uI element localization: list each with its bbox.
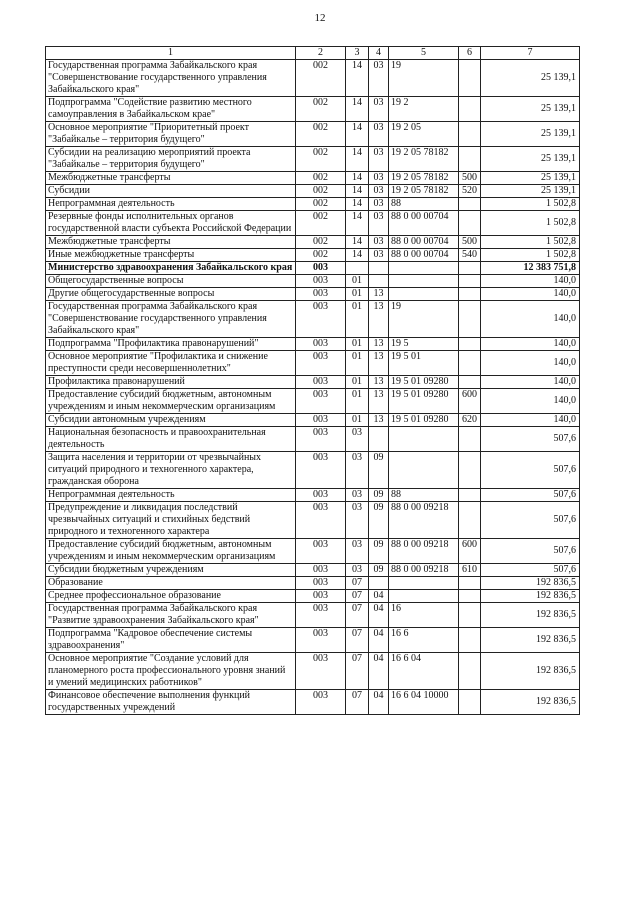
target-article-cell: 88 0 00 00704: [389, 211, 459, 236]
admin-code-cell: 003: [296, 376, 346, 389]
item-name-cell: Предоставление субсидий бюджетным, автономным учреждениям и иным некоммерческим организациям: [46, 389, 296, 414]
item-name-cell: Профилактика правонарушений: [46, 376, 296, 389]
admin-code-cell: 003: [296, 452, 346, 489]
table-row: [46, 590, 580, 603]
expense-type-cell: 540: [459, 249, 481, 262]
item-name-cell: Субсидии бюджетным учреждениям: [46, 564, 296, 577]
subsection-cell: 13: [369, 301, 389, 338]
section-cell: 14: [346, 172, 369, 185]
table-row: [46, 628, 580, 653]
table-row: [46, 249, 580, 262]
target-article-cell: 19 2 05 78182: [389, 172, 459, 185]
amount-cell: 507,6: [481, 427, 580, 452]
section-cell: 14: [346, 147, 369, 172]
target-article-cell: 88 0 00 00704: [389, 236, 459, 249]
target-article-cell: 16 6: [389, 628, 459, 653]
item-name-cell: Государственная программа Забайкальского края "Совершенствование государственного управления Забайкальского края": [46, 60, 296, 97]
amount-cell: 140,0: [481, 338, 580, 351]
amount-cell: 1 502,8: [481, 211, 580, 236]
amount-cell: 25 139,1: [481, 172, 580, 185]
subsection-cell: 03: [369, 60, 389, 97]
table-row: [46, 351, 580, 376]
subsection-cell: 03: [369, 198, 389, 211]
section-cell: 14: [346, 97, 369, 122]
item-name-cell: Межбюджетные трансферты: [46, 236, 296, 249]
item-name-cell: Субсидии на реализацию мероприятий проекта "Забайкалье – территория будущего": [46, 147, 296, 172]
amount-cell: 140,0: [481, 376, 580, 389]
amount-cell: 140,0: [481, 351, 580, 376]
target-article-cell: [389, 288, 459, 301]
expense-type-cell: 520: [459, 185, 481, 198]
amount-cell: 25 139,1: [481, 185, 580, 198]
subsection-cell: 03: [369, 122, 389, 147]
header-cell: 7: [481, 47, 580, 60]
expense-type-cell: [459, 288, 481, 301]
item-name-cell: Предупреждение и ликвидация последствий чрезвычайных ситуаций и стихийных бедствий природного и техногенного характера: [46, 502, 296, 539]
section-cell: 01: [346, 301, 369, 338]
admin-code-cell: 003: [296, 628, 346, 653]
expense-type-cell: [459, 262, 481, 275]
expense-type-cell: [459, 211, 481, 236]
item-name-cell: Образование: [46, 577, 296, 590]
table-row: [46, 262, 580, 275]
target-article-cell: 19 2 05 78182: [389, 185, 459, 198]
admin-code-cell: 003: [296, 351, 346, 376]
table-row: [46, 539, 580, 564]
header-row: [46, 47, 580, 60]
subsection-cell: 03: [369, 236, 389, 249]
table-row: [46, 414, 580, 427]
expense-type-cell: 500: [459, 236, 481, 249]
table-row: [46, 211, 580, 236]
section-cell: 14: [346, 185, 369, 198]
target-article-cell: 19 2: [389, 97, 459, 122]
admin-code-cell: 003: [296, 690, 346, 715]
subsection-cell: 09: [369, 489, 389, 502]
header-cell: 6: [459, 47, 481, 60]
section-cell: 03: [346, 427, 369, 452]
header-cell: 4: [369, 47, 389, 60]
subsection-cell: 13: [369, 389, 389, 414]
target-article-cell: 19: [389, 301, 459, 338]
admin-code-cell: 003: [296, 603, 346, 628]
target-article-cell: [389, 452, 459, 489]
item-name-cell: Государственная программа Забайкальского края "Совершенствование государственного управления Забайкальского края": [46, 301, 296, 338]
section-cell: 14: [346, 60, 369, 97]
section-cell: [346, 262, 369, 275]
admin-code-cell: 002: [296, 249, 346, 262]
page-number: 12: [314, 12, 326, 24]
table-row: [46, 275, 580, 288]
amount-cell: 140,0: [481, 301, 580, 338]
expense-type-cell: [459, 590, 481, 603]
table-row: [46, 564, 580, 577]
target-article-cell: 19 5 01: [389, 351, 459, 376]
section-cell: 14: [346, 211, 369, 236]
expense-type-cell: [459, 198, 481, 211]
amount-cell: 192 836,5: [481, 577, 580, 590]
section-cell: 01: [346, 338, 369, 351]
table-row: [46, 288, 580, 301]
subsection-cell: 13: [369, 376, 389, 389]
admin-code-cell: 002: [296, 147, 346, 172]
expense-type-cell: [459, 301, 481, 338]
amount-cell: 192 836,5: [481, 603, 580, 628]
section-cell: 03: [346, 564, 369, 577]
subsection-cell: 04: [369, 590, 389, 603]
amount-cell: 192 836,5: [481, 628, 580, 653]
item-name-cell: Основное мероприятие "Создание условий для планомерного роста профессионального уровня знаний и умений медицинских работников": [46, 653, 296, 690]
expense-type-cell: [459, 577, 481, 590]
admin-code-cell: 003: [296, 577, 346, 590]
target-article-cell: 88 0 00 09218: [389, 564, 459, 577]
item-name-cell: Основное мероприятие "Профилактика и снижение преступности среди несовершеннолетних": [46, 351, 296, 376]
subsection-cell: 13: [369, 338, 389, 351]
admin-code-cell: 003: [296, 389, 346, 414]
expense-type-cell: 620: [459, 414, 481, 427]
target-article-cell: [389, 590, 459, 603]
admin-code-cell: 003: [296, 338, 346, 351]
amount-cell: 140,0: [481, 414, 580, 427]
item-name-cell: Подпрограмма "Кадровое обеспечение системы здравоохранения": [46, 628, 296, 653]
expense-type-cell: [459, 603, 481, 628]
target-article-cell: [389, 427, 459, 452]
expense-type-cell: [459, 351, 481, 376]
admin-code-cell: 003: [296, 275, 346, 288]
section-cell: 01: [346, 376, 369, 389]
subsection-cell: 09: [369, 452, 389, 489]
item-name-cell: Национальная безопасность и правоохранительная деятельность: [46, 427, 296, 452]
item-name-cell: Государственная программа Забайкальского края "Развитие здравоохранения Забайкальского края": [46, 603, 296, 628]
budget-table: [45, 46, 580, 715]
expense-type-cell: [459, 147, 481, 172]
admin-code-cell: 003: [296, 653, 346, 690]
section-cell: 07: [346, 590, 369, 603]
expense-type-cell: [459, 427, 481, 452]
amount-cell: 192 836,5: [481, 690, 580, 715]
table-row: [46, 236, 580, 249]
section-cell: 03: [346, 502, 369, 539]
table-row: [46, 198, 580, 211]
section-cell: 14: [346, 236, 369, 249]
section-cell: 01: [346, 389, 369, 414]
expense-type-cell: 500: [459, 172, 481, 185]
subsection-cell: 13: [369, 351, 389, 376]
subsection-cell: 03: [369, 97, 389, 122]
target-article-cell: 88 0 00 09218: [389, 502, 459, 539]
table-row: [46, 489, 580, 502]
admin-code-cell: 002: [296, 211, 346, 236]
expense-type-cell: [459, 376, 481, 389]
expense-type-cell: [459, 338, 481, 351]
item-name-cell: Другие общегосударственные вопросы: [46, 288, 296, 301]
subsection-cell: [369, 427, 389, 452]
subsection-cell: [369, 577, 389, 590]
section-cell: 01: [346, 351, 369, 376]
subsection-cell: 13: [369, 288, 389, 301]
table-row: [46, 502, 580, 539]
target-article-cell: 19 5 01 09280: [389, 414, 459, 427]
admin-code-cell: 002: [296, 198, 346, 211]
amount-cell: 25 139,1: [481, 122, 580, 147]
section-cell: 14: [346, 249, 369, 262]
table-row: [46, 653, 580, 690]
target-article-cell: 88 0 00 09218: [389, 539, 459, 564]
section-cell: 07: [346, 628, 369, 653]
section-cell: 01: [346, 414, 369, 427]
table-row: [46, 97, 580, 122]
target-article-cell: 19 5: [389, 338, 459, 351]
expense-type-cell: [459, 628, 481, 653]
table-row: [46, 147, 580, 172]
target-article-cell: 16: [389, 603, 459, 628]
amount-cell: 507,6: [481, 539, 580, 564]
admin-code-cell: 003: [296, 414, 346, 427]
amount-cell: 507,6: [481, 452, 580, 489]
table-row: [46, 389, 580, 414]
amount-cell: 1 502,8: [481, 236, 580, 249]
section-cell: 07: [346, 577, 369, 590]
target-article-cell: 16 6 04: [389, 653, 459, 690]
item-name-cell: Межбюджетные трансферты: [46, 172, 296, 185]
item-name-cell: Финансовое обеспечение выполнения функций государственных учреждений: [46, 690, 296, 715]
item-name-cell: Среднее профессиональное образование: [46, 590, 296, 603]
section-cell: 03: [346, 452, 369, 489]
item-name-cell: Иные межбюджетные трансферты: [46, 249, 296, 262]
expense-type-cell: 600: [459, 539, 481, 564]
item-name-cell: Субсидии автономным учреждениям: [46, 414, 296, 427]
target-article-cell: 88 0 00 00704: [389, 249, 459, 262]
amount-cell: 140,0: [481, 275, 580, 288]
admin-code-cell: 003: [296, 262, 346, 275]
header-cell: 5: [389, 47, 459, 60]
header-cell: 2: [296, 47, 346, 60]
section-cell: 03: [346, 539, 369, 564]
table-row: [46, 577, 580, 590]
amount-cell: 192 836,5: [481, 590, 580, 603]
table-row: [46, 603, 580, 628]
subsection-cell: 09: [369, 502, 389, 539]
table-row: [46, 185, 580, 198]
admin-code-cell: 002: [296, 97, 346, 122]
expense-type-cell: [459, 653, 481, 690]
expense-type-cell: [459, 60, 481, 97]
subsection-cell: 03: [369, 249, 389, 262]
table-row: [46, 338, 580, 351]
section-cell: 07: [346, 690, 369, 715]
section-cell: 01: [346, 288, 369, 301]
target-article-cell: 88: [389, 489, 459, 502]
expense-type-cell: [459, 97, 481, 122]
target-article-cell: 19 5 01 09280: [389, 389, 459, 414]
expense-type-cell: 600: [459, 389, 481, 414]
section-cell: 07: [346, 603, 369, 628]
admin-code-cell: 003: [296, 502, 346, 539]
section-cell: 14: [346, 122, 369, 147]
target-article-cell: 88: [389, 198, 459, 211]
subsection-cell: 04: [369, 628, 389, 653]
amount-cell: 25 139,1: [481, 97, 580, 122]
section-cell: 14: [346, 198, 369, 211]
item-name-cell: Субсидии: [46, 185, 296, 198]
section-cell: 01: [346, 275, 369, 288]
amount-cell: 12 383 751,8: [481, 262, 580, 275]
admin-code-cell: 003: [296, 489, 346, 502]
item-name-cell: Непрограммная деятельность: [46, 198, 296, 211]
subsection-cell: [369, 275, 389, 288]
item-name-cell: Непрограммная деятельность: [46, 489, 296, 502]
expense-type-cell: [459, 502, 481, 539]
admin-code-cell: 003: [296, 288, 346, 301]
table-row: [46, 301, 580, 338]
item-name-cell: Защита населения и территории от чрезвычайных ситуаций природного и техногенного характера, гражданская оборона: [46, 452, 296, 489]
subsection-cell: 03: [369, 211, 389, 236]
item-name-cell: Резервные фонды исполнительных органов государственной власти субъекта Российской Федерации: [46, 211, 296, 236]
subsection-cell: 09: [369, 539, 389, 564]
subsection-cell: 04: [369, 690, 389, 715]
admin-code-cell: 003: [296, 301, 346, 338]
amount-cell: 192 836,5: [481, 653, 580, 690]
subsection-cell: 04: [369, 603, 389, 628]
admin-code-cell: 002: [296, 185, 346, 198]
subsection-cell: 09: [369, 564, 389, 577]
admin-code-cell: 002: [296, 236, 346, 249]
table-row: [46, 452, 580, 489]
amount-cell: 507,6: [481, 564, 580, 577]
admin-code-cell: 003: [296, 427, 346, 452]
table-row: [46, 172, 580, 185]
amount-cell: 507,6: [481, 502, 580, 539]
amount-cell: 507,6: [481, 489, 580, 502]
amount-cell: 25 139,1: [481, 147, 580, 172]
expense-type-cell: 610: [459, 564, 481, 577]
section-cell: 03: [346, 489, 369, 502]
subsection-cell: 03: [369, 185, 389, 198]
target-article-cell: 19 2 05: [389, 122, 459, 147]
table-row: [46, 122, 580, 147]
admin-code-cell: 002: [296, 172, 346, 185]
amount-cell: 1 502,8: [481, 198, 580, 211]
subsection-cell: 03: [369, 147, 389, 172]
target-article-cell: 19 2 05 78182: [389, 147, 459, 172]
expense-type-cell: [459, 452, 481, 489]
item-name-cell: Подпрограмма "Содействие развитию местного самоуправления в Забайкальском крае": [46, 97, 296, 122]
table-row: [46, 60, 580, 97]
target-article-cell: [389, 275, 459, 288]
item-name-cell: Основное мероприятие "Приоритетный проект "Забайкалье – территория будущего": [46, 122, 296, 147]
expense-type-cell: [459, 275, 481, 288]
expense-type-cell: [459, 690, 481, 715]
target-article-cell: [389, 262, 459, 275]
section-cell: 07: [346, 653, 369, 690]
item-name-cell: Общегосударственные вопросы: [46, 275, 296, 288]
target-article-cell: 19 5 01 09280: [389, 376, 459, 389]
target-article-cell: 16 6 04 10000: [389, 690, 459, 715]
amount-cell: 1 502,8: [481, 249, 580, 262]
admin-code-cell: 003: [296, 564, 346, 577]
table-row: [46, 690, 580, 715]
expense-type-cell: [459, 489, 481, 502]
subsection-cell: 03: [369, 172, 389, 185]
admin-code-cell: 002: [296, 60, 346, 97]
item-name-cell: Предоставление субсидий бюджетным, автономным учреждениям и иным некоммерческим организациям: [46, 539, 296, 564]
subsection-cell: 13: [369, 414, 389, 427]
admin-code-cell: 002: [296, 122, 346, 147]
target-article-cell: [389, 577, 459, 590]
amount-cell: 140,0: [481, 288, 580, 301]
admin-code-cell: 003: [296, 539, 346, 564]
header-cell: 3: [346, 47, 369, 60]
expense-type-cell: [459, 122, 481, 147]
target-article-cell: 19: [389, 60, 459, 97]
item-name-cell: Подпрограмма "Профилактика правонарушений": [46, 338, 296, 351]
table-row: [46, 427, 580, 452]
subsection-cell: [369, 262, 389, 275]
amount-cell: 25 139,1: [481, 60, 580, 97]
admin-code-cell: 003: [296, 590, 346, 603]
item-name-cell: Министерство здравоохранения Забайкальского края: [46, 262, 296, 275]
subsection-cell: 04: [369, 653, 389, 690]
table-row: [46, 376, 580, 389]
amount-cell: 140,0: [481, 389, 580, 414]
header-cell: 1: [46, 47, 296, 60]
